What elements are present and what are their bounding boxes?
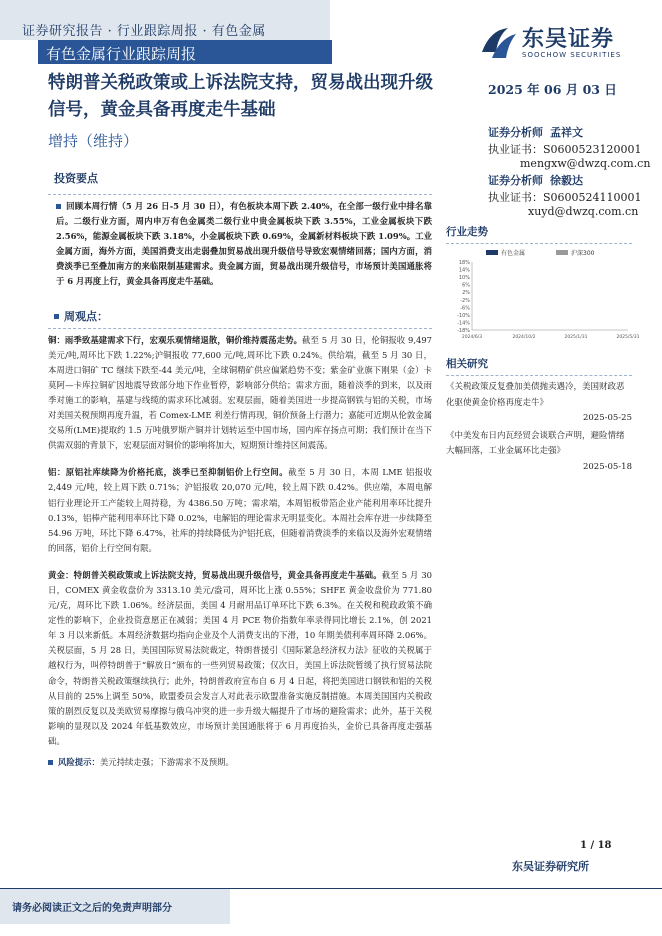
y-tick-label: -10% (457, 312, 470, 319)
risk-label: 风险提示： (58, 757, 100, 767)
divider (446, 375, 632, 376)
breadcrumb: 证券研究报告 · 行业跟踪周报 · 有色金属 (22, 24, 266, 39)
page-number: 1 / 18 (580, 840, 612, 851)
analyst-role: 证券分析师 (488, 126, 543, 139)
logo (478, 22, 638, 68)
related-title[interactable]: 《中美发布日内瓦经贸会谈联合声明，避险情绪大幅回落，工业金属环比走强》 (446, 430, 625, 456)
cert-label: 执业证书： (488, 191, 543, 204)
x-tick-label: 2025/5/31 (616, 335, 640, 340)
related-heading: 相关研究 (446, 358, 488, 370)
y-tick-label: 2% (462, 290, 470, 297)
cert-number: S0600524110001 (543, 191, 642, 204)
highlights-heading: 投资要点 (54, 172, 98, 185)
analyst-name: 徐毅达 (550, 174, 583, 187)
x-tick-label: 2024/10/2 (512, 335, 536, 340)
cert-number: S0600523120001 (543, 143, 642, 156)
gold-lead: 黄金：特朗普关税政策或上诉法院支持，贸易战出现升级信号，黄金具备再度走牛基础。 (48, 569, 382, 580)
copper-paragraph (48, 333, 432, 454)
footer-disclaimer: 请务必阅读正文之后的免责声明部分 (12, 903, 172, 914)
footer-institute: 东吴证券研究所 (512, 860, 589, 873)
analyst-1-cert (488, 141, 642, 157)
footer-line (0, 888, 662, 889)
related-item[interactable] (446, 380, 632, 411)
logo-subtext: SOOCHOW SECURITIES (522, 51, 622, 59)
divider (48, 328, 432, 329)
views-heading (48, 308, 432, 324)
related-item[interactable] (446, 429, 632, 460)
legend-swatch (486, 250, 498, 255)
industry-trend-chart (446, 246, 640, 346)
analyst-1-email[interactable]: mengxw@dwzq.com.cn (520, 157, 651, 170)
y-tick-label: -2% (460, 297, 470, 304)
report-date: 2025 年 06 月 03 日 (488, 82, 617, 97)
analyst-2-cert (488, 189, 642, 205)
report-title: 特朗普关税政策或上诉法院支持，贸易战出现升级信号，黄金具备再度走牛基础 (48, 73, 433, 120)
related-date: 2025-05-25 (582, 413, 632, 423)
divider (446, 243, 632, 244)
y-tick-label: 6% (462, 282, 470, 289)
y-tick-label: -6% (460, 305, 470, 312)
aluminum-lead: 铝：原铝社库续降为价格托底，淡季已至抑制铝价上行空间。 (48, 467, 289, 478)
x-tick-label: 2024/6/3 (461, 335, 483, 340)
gold-paragraph (48, 568, 432, 749)
aluminum-body: 截至 5 月 30 日，本周 LME 铝报收 2,449 元/吨，较上周下跌 0.71%；沪铝报收 20,070 元/吨，较上周下跌 0.42%。供应端，本周电解铝行业理论开工产能较上周持稳，为 4386.50 万吨；需求端，本周铝板带箔企业产能利用率环比提升 0.13%，铝棒产能利用率环比下降 0.02%，电解铝的理论需求无明显变化。本周社会库存进一步续降至 54.96 万吨，环比下降 6.47%，社库的持续降低为沪铝托底，但随着消费淡季的来临以及海外宏观情绪的回落，铝价上行空间有限。 (48, 467, 433, 553)
report-type-label: 有色金属行业跟踪周报 (46, 45, 197, 63)
sidebar (446, 224, 640, 475)
logo-mark-icon (478, 22, 518, 62)
report-type-bar (38, 40, 332, 64)
analyst-name: 孟祥文 (550, 126, 583, 139)
trend-heading: 行业走势 (446, 226, 488, 238)
analyst-role: 证券分析师 (488, 174, 543, 187)
x-tick-label: 2025/1/31 (564, 335, 588, 340)
y-tick-label: 10% (458, 275, 470, 282)
related-title[interactable]: 《关税政策反复叠加美债抛卖遇冷，美国财政恶化驱使黄金价格再度走牛》 (446, 382, 625, 408)
risk-body: 美元持续走强；下游需求不及预期。 (99, 757, 234, 767)
risk-paragraph (48, 755, 432, 770)
y-tick-label: 14% (458, 267, 470, 274)
copper-lead: 铜：雨季致基建需求下行，宏观乐观情绪退散，铜价维持震荡走势。 (48, 334, 303, 345)
aluminum-paragraph (48, 465, 432, 556)
y-tick-label: 18% (458, 260, 470, 266)
rating: 增持（维持） (48, 132, 139, 150)
legend-label: 有色金属 (501, 250, 526, 257)
highlights-section (48, 170, 432, 770)
analyst-2-email[interactable]: xuyd@dwzq.com.cn (528, 205, 639, 218)
divider (48, 194, 432, 195)
gold-body: 截至 5 月 30 日，COMEX 黄金收盘价为 3313.10 美元/盎司，周环比上涨 0.55%；SHFE 黄金收盘价为 771.80 元/克，周环比下跌 1.06%。经济层面，美国 4 月耐用品订单环比下跌 6.3%。在关税和税政政策不确定性的影响下，企业投资意愿正在减弱；美国 4 月 PCE 物价指数年率录得同比增长 2.1%，创 2021 年 3 月以来新低。本周经济数据均指向企业及个人消费支出的下滑，10 年期美债利率周环降 2.06%。关税层面，5 月 28 日，美国国际贸易法院裁定，特朗普援引《国际紧急经济权力法》征收的关税属于越权行为，叫停特朗普于“解放日”颁布的一些列贸易政策；仅次日，美国上诉法院暂缓了执行贸易法院命令，特朗普关税政策继续执行；此外，特朗普政府宣布自 6 月 4 日起，将把美国进口钢铁和铝的关税从目前的 25%上调至 50%，欧盟委员会发言人对此表示欧盟准备实施反制措施。本周美国国内关税政策的剧烈反复以及美欧贸易摩擦与俄乌冲突的进一步升级大幅提升了市场的避险需求；此外，基于关税影响的显现以及 2024 年低基数效应，市场预计美国通胀将于 6 月再度抬头，金价已具备再度走强基础。 (48, 569, 432, 746)
bullet-icon (48, 760, 53, 765)
logo-text: 东吴证券 (522, 27, 615, 52)
analyst-1 (488, 124, 583, 140)
bullet-icon (56, 204, 61, 209)
analyst-2 (488, 172, 583, 188)
legend-label: 沪深300 (571, 250, 595, 257)
related-date: 2025-05-18 (582, 461, 632, 472)
summary-paragraph (48, 199, 432, 290)
cert-label: 执业证书： (488, 143, 543, 156)
y-tick-label: -14% (457, 320, 470, 327)
bullet-icon (54, 314, 59, 319)
y-tick-label: -18% (457, 328, 470, 334)
legend-swatch (556, 250, 568, 255)
copper-body: 截至 5 月 30 日，伦铜报收 9,497 美元/吨,周环比下跌 1.22%;沪铜报收 77,600 元/吨,周环比下跌 0.24%。供给端，截至 5 月 30 日，本周进口铜矿 TC 继续下跌至-44 美元/吨，全球铜精矿供应偏紧趋势不变；紫金矿业旗下刚果（金）卡莫阿—卡库拉铜矿因地震导致部分地下作业暂停，影响部分供给；需求方面，随着淡季的到来，以及雨季对施工的影响，基建与线缆的需求环比减弱。宏观层面，随着美国进一步提高钢铁与铝的关税，市场对美国关税预期再度升温，若 Comex-LME 利差行情再现，铜价预备上行潜力；嘉能可近期从伦敦金属交易所(LME)提取约 1.5 万吨俄罗斯产铜并计划转运至中国市场，国内库存扬点可期；我们预计在当下供需双弱的背景下，宏观层面对铜价的影响将加大，短期预计维持区间震荡。 (48, 334, 432, 451)
views-heading-text: 周观点： (64, 309, 108, 323)
summary-text: 回顾本周行情（5 月 26 日-5 月 30 日），有色板块本周下跌 2.40%，在全部一级行业中排名靠后。二级行业方面，周内申万有色金属类二级行业中贵金属板块下跌 3.55%，工业金属板块下跌 2.56%，能源金属板块下跌 3.18%，小金属板块下跌 0.69%，金属新材料板块下跌 1.09%。工业金属方面，海外方面，美国消费支出走弱叠加贸易战出现升级信号导致宏观情绪回落；国内方面，消费淡季已至叠加南方的来临限制基建需求。贵金属方面，贸易战出现升级信号，市场预计美国通胀将于 6 月再度上行，黄金具备再度走牛基础。 (56, 201, 432, 287)
